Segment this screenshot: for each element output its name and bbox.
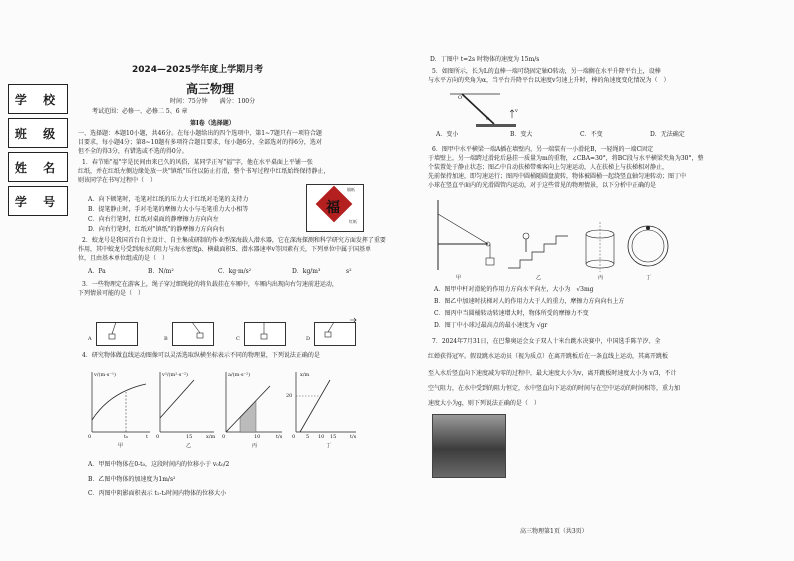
page-footer: 高三物理第1页（共3页） (520, 528, 588, 535)
side-label-school: 学 校 (8, 84, 68, 114)
q3-label-c: C (236, 336, 240, 342)
q2-stem: 位，且由基本单位组成的是（ ） (78, 255, 169, 262)
q6-option-b: B．图乙中加速时扶梯对人的作用力大于人的重力，摩擦力方向向右上方 (434, 298, 625, 305)
g1-tick: t₀ (124, 434, 129, 440)
instruction-line: 一、选择题：本题10小题，共46分。在每小题给出的四个选项中，第1~7题只有一项符合题 (78, 130, 322, 137)
q6-fig-label: 丁 (646, 275, 652, 281)
g1-tick: 0 (88, 434, 92, 440)
diving-photo (432, 414, 506, 478)
q4-stem: 4．研究物体做直线运动图像可以灵活选取纵横坐标表示不同的物理量，下列说法正确的是 (82, 352, 320, 359)
exam-meta: 时间：75分钟 满分：100分 (170, 98, 256, 105)
g4-tick: 20 (286, 393, 293, 399)
side-label-name: 姓 名 (8, 152, 68, 182)
g3-ylabel: a/(m·s⁻²) (228, 372, 251, 378)
q6-stem: 小球在竖直平面内的光滑圆管内运动，对于这些常见的物理情景，以下分析中正确的是 (428, 182, 657, 189)
g4-ylabel: x/m (300, 372, 310, 378)
q3-label-d: D (306, 336, 311, 342)
q6-stem: 6．图甲中水平横梁一端A插在墙壁内，另一端装有一小滑轮B，一轻绳的一端C固定 (432, 146, 654, 153)
q6-option-c: C．图丙中当圆桶转动转速增大时，物体所受的摩擦力不变 (434, 310, 589, 317)
q7-stem: 7．2024年7月31日，在巴黎奥运会女子双人十米台跳水决赛中，中国选手陈芋汐、全 (432, 338, 661, 345)
side-label-class: 班 级 (8, 118, 68, 148)
g2-tick: 0 (156, 434, 160, 440)
q1-option-c: C．向右行笔时，红纸对桌面的静摩擦力方向向左 (88, 216, 219, 223)
g4-tick: 15 (330, 434, 337, 440)
g4-caption: 丁 (326, 443, 332, 449)
exam-scope: 考试范围：必修一、必修二 5、6 章 (92, 108, 188, 115)
g4-xlabel: t/s (350, 434, 357, 440)
q5-option-a: A．变小 (436, 131, 459, 138)
fig-label: 镇纸 (347, 187, 355, 192)
q2-option-d: D．kg/m³ (292, 268, 321, 275)
q6-stem: 先前保持加速，即匀速运行；图丙中圆桶随圆盘旋转，物体被圆桶一起绕竖直轴匀速转动；图丁中 (428, 173, 687, 180)
g3-xlabel: t/s (276, 434, 283, 440)
g4-tick: 10 (318, 434, 325, 440)
q6-option-a: A．图甲中杆对滑轮的作用力方向水平向左，大小为 √3mg (434, 286, 594, 293)
q2-stem: 作用，其中蛟龙号受到海水的阻力与海水密度ρ、横截面积S、潜水器速率v等因素有关，下列单位中属于国基单 (78, 246, 372, 253)
g3-tick: 10 (254, 434, 261, 440)
q7-stem: 速度大小为g，则下列说法正确的是（ ） (428, 400, 540, 407)
q1-stem: 红纸，并在红纸左侧边缘处放一块"镇纸"压住以防止打滑，整个书写过程中红纸始终保持静止， (78, 168, 330, 175)
g2-caption: 乙 (186, 443, 192, 449)
q2-option-d-tail: s² (346, 268, 352, 275)
side-label-number: 学 号 (8, 186, 68, 216)
exam-subject: 高三物理 (186, 82, 235, 96)
g2-tick: 15 (186, 434, 193, 440)
q3-label-a: A (88, 336, 92, 342)
instruction-line: 但不全的得3分，有错选或不选的得0分。 (78, 148, 188, 155)
q6-fig-label: 乙 (536, 275, 542, 281)
fu-character: 福 (326, 200, 340, 216)
g1-ylabel: v/(m·s⁻¹) (94, 372, 116, 378)
q3-stem: 下列情景可能的是（ ） (78, 290, 145, 297)
q5-option-b: B．变大 (510, 131, 533, 138)
q4-option-b: B．乙图中物体的加速度为1m/s² (88, 476, 176, 483)
q1-option-a: A．向下顿笔时，毛笔对红纸的压力大于红纸对毛笔的支持力 (88, 196, 249, 203)
q4-option-a: A．甲图中物体在0-t₀，这段时间内的位移小于 v₀t₀/2 (88, 461, 230, 468)
q4-option-d: D．丁图中 t=2s 时物体的速度为 15m/s (430, 56, 540, 63)
q2-option-a: A．Pa (88, 268, 106, 275)
q5-option-d: D．无法确定 (650, 131, 685, 138)
g3-caption: 丙 (252, 443, 258, 449)
q5-fig-label-alpha: α (486, 116, 490, 122)
q5-fig-label-o: O (458, 95, 463, 101)
q1-stem: 1．春节贴"福"字是民间由来已久的风俗，某同学正写"福"字，他在水平桌面上平铺一张 (82, 159, 313, 166)
q3-label-b: B (164, 336, 168, 342)
g1-xlabel: t (146, 434, 149, 440)
exam-term: 2024—2025学年度上学期月考 (132, 65, 264, 75)
instruction-line: 目要求，每小题4分；第8~10题有多项符合题目要求，每小题6分，全部选对的得6分，选对 (78, 139, 322, 146)
q1-option-b: B．提笔静止时，手对毛笔的摩擦力大小与毛笔重力大小相等 (88, 206, 249, 213)
q6-stem: 于墙壁上，另一端跨过滑轮后悬挂一质量为m的重物，∠CBA=30°，将BC段与水平横梁夹角为30°，整 (428, 155, 704, 162)
g4-tick: 5 (306, 434, 310, 440)
q7-stem: 空气阻力，在水中受到的阻力恒定，水中竖直向下运动的时间与在空中运动的时间相等，重力加 (428, 385, 681, 392)
g3-tick: 0 (222, 434, 226, 440)
q6-option-d: D．图丁中小球过最高点的最小速度为 √gr (434, 322, 548, 329)
q7-stem: 红婵获得冠军。假设跳水运动员（视为质点）在离开跳板后在一条直线上运动，其离开跳板 (428, 353, 669, 360)
q3-stem: 3．一些物理定在游客上，绳子穿过细绳轮的将负载挂在车厢中，车厢内出现向右匀速前进运动， (82, 281, 338, 288)
q2-option-c: C．kg·m/s² (218, 268, 252, 275)
q6-fig-label: 丙 (598, 275, 604, 281)
q5-option-c: C．不变 (580, 131, 603, 138)
q5-stem: 与水平方向的夹角为α，当平台升降平台以速度v匀速上升时，棒的角速度变化情况为（ ） (428, 77, 670, 84)
section-title: 第Ⅰ卷（选择题） (190, 120, 235, 127)
q1-option-d: D．向右行笔时，红纸对"镇纸"的静摩擦力方向向右 (88, 226, 225, 233)
q5-fig-label-v: v (515, 108, 518, 114)
g2-ylabel: v²/(m²·s⁻²) (162, 372, 188, 378)
q4-option-c: C．丙图中阴影面积表示 t₁-t₂时间内物体的位移大小 (88, 490, 227, 497)
fig-label: 红纸 (349, 219, 357, 224)
q2-option-b: B．N/m² (148, 268, 174, 275)
g2-xlabel: x/m (206, 434, 216, 440)
g1-caption: 甲 (118, 443, 124, 449)
q2-stem: 2．蛟龙号是我国首台自主设计、自主集成研制的作业型深海载人潜水器，它在深海探测和科学研究方面发挥了重要 (82, 237, 386, 244)
q1-stem: 则该同学在书写过程中（ ） (78, 177, 157, 184)
q6-fig-label: 甲 (456, 275, 462, 281)
q6-stem: 个装置处于静止状态；图乙中自动扶梯带乘客向上匀速运动，人在扶梯上与扶梯相对静止， (428, 164, 669, 171)
g4-tick: 0 (292, 434, 296, 440)
q7-stem: 至入水后竖直向下速度减为零的过程中，最大速度大小为v，离开跳板时速度大小为 v/3，不计 (428, 370, 677, 377)
q5-stem: 5．如图所示，长为L的直棒一端可绕固定轴O转动，另一端搁在水平升降平台上，设棒 (432, 68, 661, 75)
